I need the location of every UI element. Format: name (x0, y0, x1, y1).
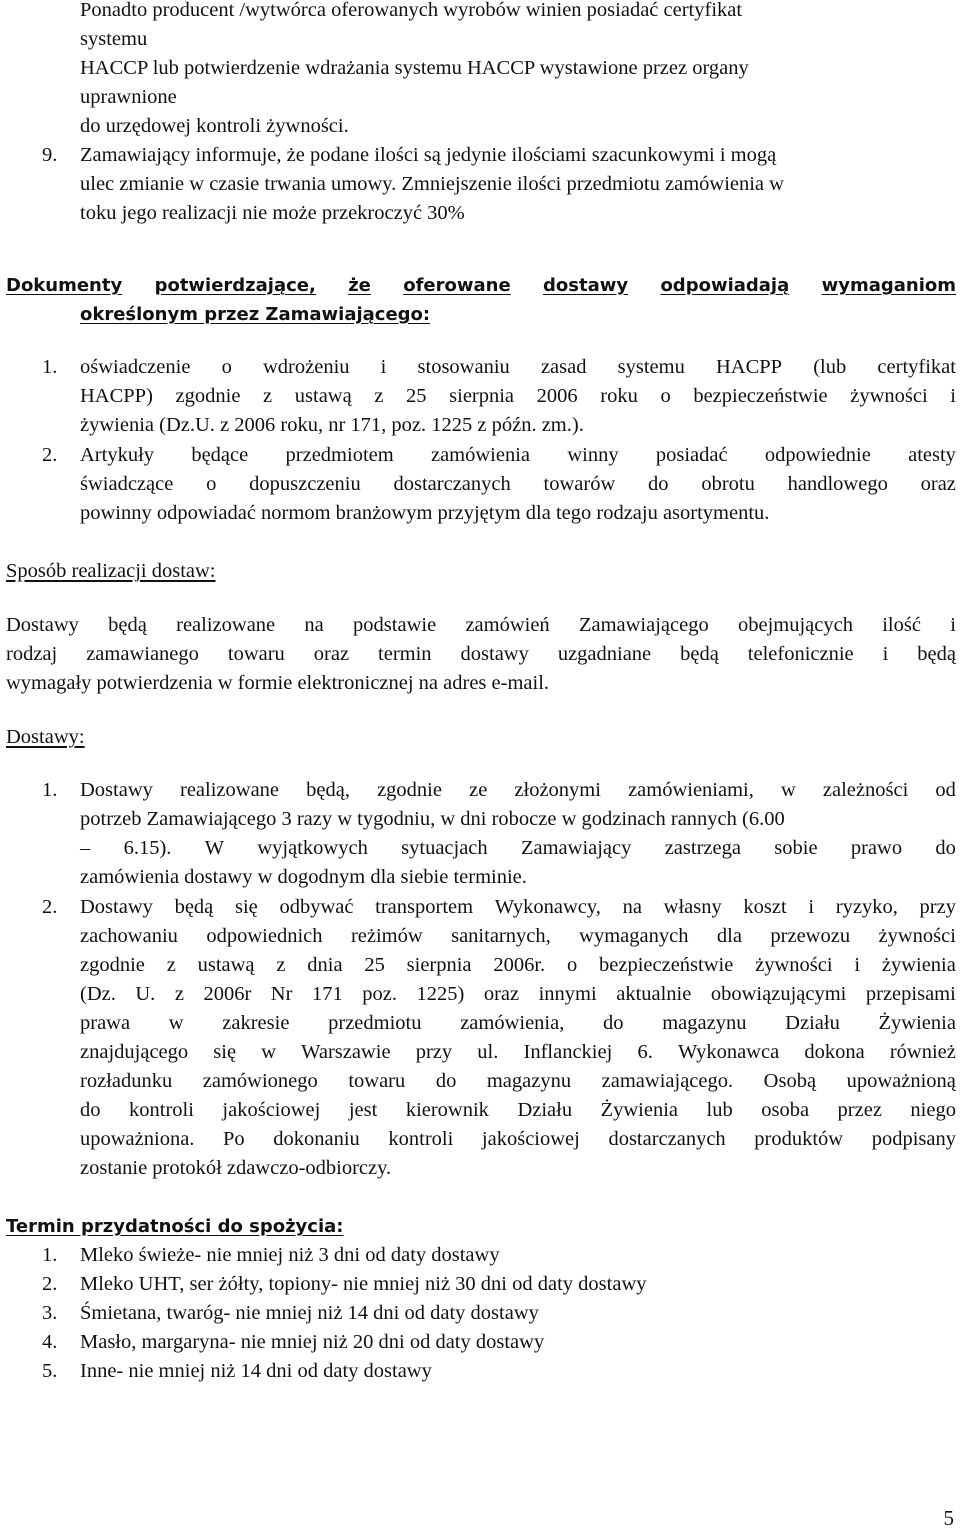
item-line: żywienia (Dz.U. z 2006 roku, nr 171, poz. 1225 z późn. zm.). (80, 414, 584, 436)
intro-line: HACCP lub potwierdzenie wdrażania systemu HACCP wystawione przez organy (80, 57, 749, 79)
item-line: zgodnie z ustawą z dnia 25 sierpnia 2006r. o bezpieczeństwie żywności i żywienia (80, 954, 956, 976)
item-number: 4. (42, 1331, 58, 1353)
section-heading: Dostawy: (6, 726, 85, 748)
heading-line: określonym przez Zamawiającego: (80, 304, 431, 325)
item-number: 1. (42, 779, 58, 801)
item-line: świadczące o dopuszczeniu dostarczanych towarów do obrotu handlowego oraz (80, 473, 956, 495)
intro-line: systemu (80, 28, 148, 50)
item-line: Artykuły będące przedmiotem zamówienia winny posiadać odpowiednie atesty (80, 444, 956, 466)
item-number: 3. (42, 1302, 58, 1324)
item-line: zostanie protokół zdawczo-odbiorczy. (80, 1157, 392, 1179)
item-line: HACPP) zgodnie z ustawą z 25 sierpnia 2006 roku o bezpieczeństwie żywności i (80, 385, 956, 407)
item-line: zachowaniu odpowiednich reżimów sanitarnych, wymaganych dla przewozu żywności (80, 925, 956, 947)
item-line: upoważniona. Po dokonaniu kontroli jakościowej dostarczanych produktów podpisany (80, 1128, 956, 1150)
list-item: Mleko UHT, ser żółty, topiony- nie mniej niż 30 dni od daty dostawy (80, 1273, 647, 1295)
intro-line: do urzędowej kontroli żywności. (80, 115, 349, 137)
section-heading: Sposób realizacji dostaw: (6, 560, 216, 582)
list-item: Masło, margaryna- nie mniej niż 20 dni od daty dostawy (80, 1331, 545, 1353)
page-number: 5 (943, 1506, 954, 1530)
item-line: Zamawiający informuje, że podane ilości są jedynie ilościami szacunkowymi i mogą (80, 144, 777, 166)
item-number: 2. (42, 896, 58, 918)
item-line: (Dz. U. z 2006r Nr 171 poz. 1225) oraz innymi aktualnie obowiązującymi przepisami (80, 983, 956, 1005)
paragraph-line: wymagały potwierdzenia w formie elektronicznej na adres e-mail. (6, 672, 550, 694)
item-line: prawa w zakresie przedmiotu zamówienia, do magazynu Działu Żywienia (80, 1012, 956, 1034)
item-line: potrzeb Zamawiającego 3 razy w tygodniu, w dni robocze w godzinach rannych (6.00 (80, 808, 785, 830)
paragraph-line: rodzaj zamawianego towaru oraz termin dostawy uzgadniane będą telefonicznie i będą (6, 643, 956, 665)
item-number: 2. (42, 444, 58, 466)
item-number: 1. (42, 1244, 58, 1266)
item-line: znajdującego się w Warszawie przy ul. Inflanckiej 6. Wykonawca dokona również (80, 1041, 956, 1063)
item-line: Dostawy realizowane będą, zgodnie ze złożonymi zamówieniami, w zależności od (80, 779, 956, 801)
item-number: 1. (42, 356, 58, 378)
item-line: toku jego realizacji nie może przekroczyć 30% (80, 202, 465, 224)
item-line: ulec zmianie w czasie trwania umowy. Zmniejszenie ilości przedmiotu zamówienia w (80, 173, 784, 195)
list-item: Inne- nie mniej niż 14 dni od daty dostawy (80, 1360, 432, 1382)
item-line: zamówienia dostawy w dogodnym dla siebie terminie. (80, 866, 527, 888)
item-line: do kontroli jakościowej jest kierownik Działu Żywienia lub osoba przez niego (80, 1099, 956, 1121)
item-number: 2. (42, 1273, 58, 1295)
list-item: Śmietana, twaróg- nie mniej niż 14 dni od daty dostawy (80, 1302, 539, 1324)
item-line: oświadczenie o wdrożeniu i stosowaniu zasad systemu HACPP (lub certyfikat (80, 356, 956, 378)
intro-line: uprawnione (80, 86, 177, 108)
item-line: powinny odpowiadać normom branżowym przyjętym dla tego rodzaju asortymentu. (80, 502, 770, 524)
item-line: – 6.15). W wyjątkowych sytuacjach Zamawiający zastrzega sobie prawo do (80, 837, 956, 859)
intro-line: Ponadto producent /wytwórca oferowanych wyrobów winien posiadać certyfikat (80, 0, 743, 21)
item-line: Dostawy będą się odbywać transportem Wykonawcy, na własny koszt i ryzyko, przy (80, 896, 956, 918)
heading-line: Dokumenty potwierdzające, że oferowane dostawy odpowiadają wymaganiom (6, 275, 956, 296)
paragraph-line: Dostawy będą realizowane na podstawie zamówień Zamawiającego obejmujących ilość i (6, 614, 956, 636)
item-number: 5. (42, 1360, 58, 1382)
section-heading: Termin przydatności do spożycia: (6, 1216, 344, 1237)
list-item: Mleko świeże- nie mniej niż 3 dni od daty dostawy (80, 1244, 500, 1266)
item-line: rozładunku zamówionego towaru do magazynu zamawiającego. Osobą upoważnioną (80, 1070, 956, 1092)
item-number: 9. (42, 144, 58, 166)
